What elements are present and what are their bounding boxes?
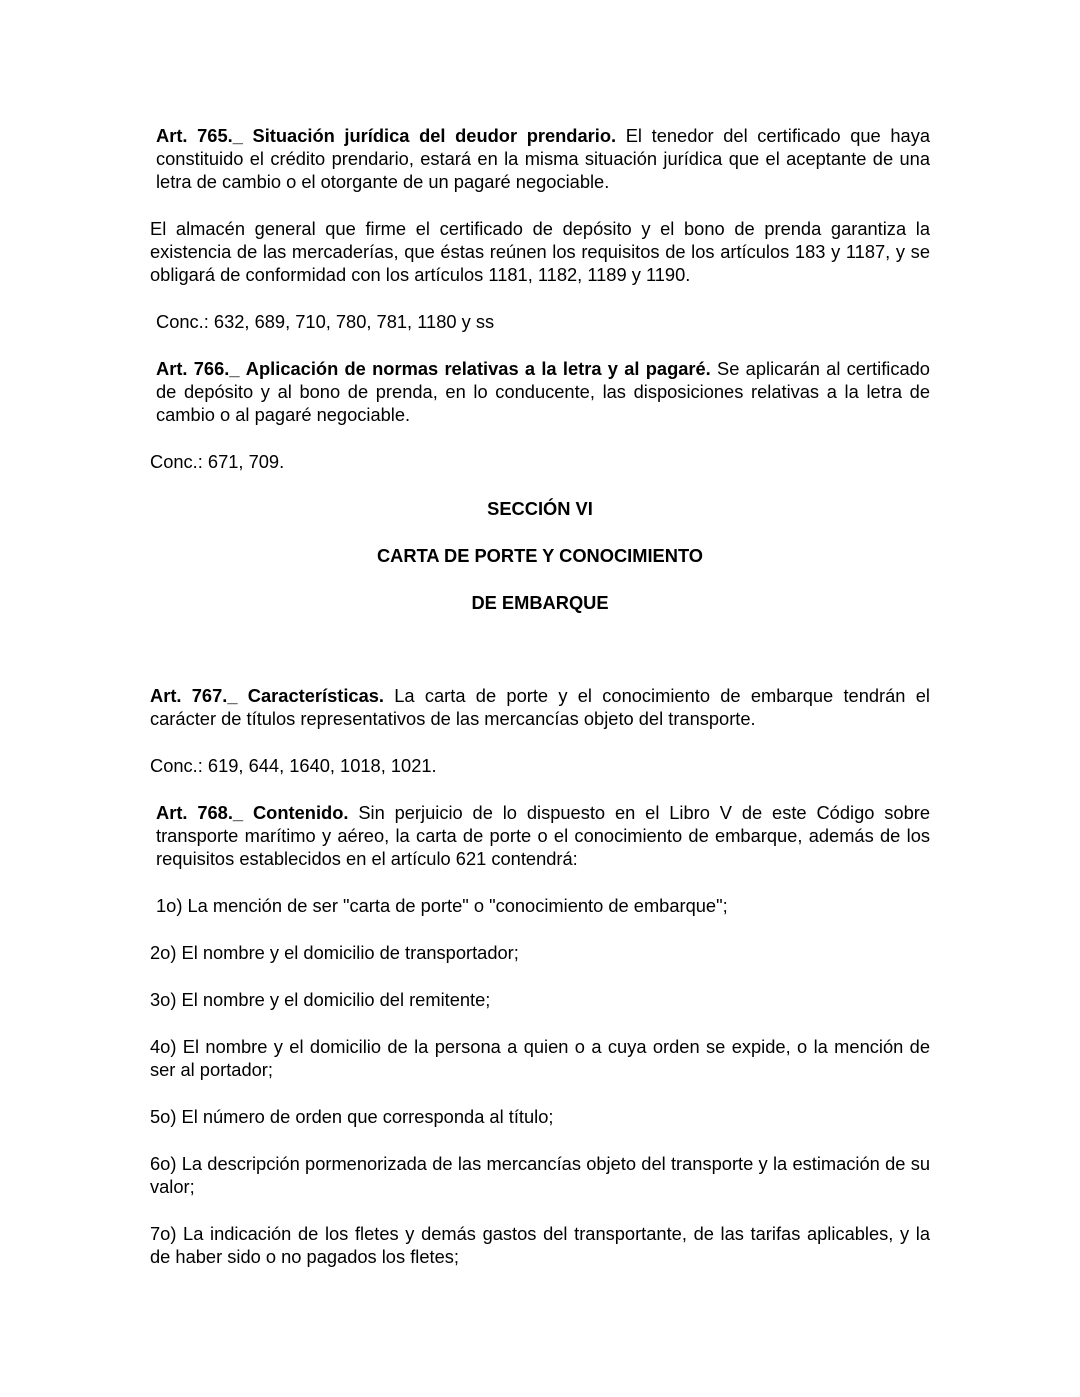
article-768-title: Contenido. bbox=[252, 802, 349, 823]
article-766-text: Se aplicarán al certificado de depósito y al bono de prenda, en lo conducente, las disposiciones relativas a la letra de cambio o al pagaré negociable. bbox=[156, 358, 930, 425]
list-item-5: 5o) El número de orden que corresponda al título; bbox=[150, 1106, 554, 1127]
article-766-title: Aplicación de normas relativas a la letra y al pagaré. bbox=[245, 358, 711, 379]
article-767-text: La carta de porte y el conocimiento de embarque tendrán el carácter de títulos representativos de las mercancías objeto del transporte. bbox=[150, 685, 930, 729]
article-765-label: Art. 765._ bbox=[156, 125, 243, 146]
article-767-title: Características. bbox=[247, 685, 384, 706]
article-766 bbox=[150, 357, 930, 426]
section-number: SECCIÓN VI bbox=[487, 498, 593, 519]
section-title-line-2: DE EMBARQUE bbox=[471, 592, 609, 613]
article-765-concordance: Conc.: 632, 689, 710, 780, 781, 1180 y ss bbox=[156, 311, 495, 332]
list-item-7: 7o) La indicación de los fletes y demás gastos del transportante, de las tarifas aplicables, y la de haber sido o no pagados los fletes; bbox=[150, 1223, 930, 1267]
article-768-label: Art. 768._ bbox=[156, 802, 244, 823]
article-767-label: Art. 767._ bbox=[150, 685, 238, 706]
article-766-label: Art. 766._ bbox=[156, 358, 240, 379]
article-765-title: Situación jurídica del deudor prendario. bbox=[252, 125, 617, 146]
list-item-4: 4o) El nombre y el domicilio de la persona a quien o a cuya orden se expide, o la mención de ser al portador; bbox=[150, 1036, 930, 1080]
list-item-3: 3o) El nombre y el domicilio del remitente; bbox=[150, 989, 491, 1010]
article-765 bbox=[150, 124, 930, 193]
section-title-line-1: CARTA DE PORTE Y CONOCIMIENTO bbox=[376, 545, 704, 566]
list-item-2: 2o) El nombre y el domicilio de transportador; bbox=[150, 942, 519, 963]
article-767 bbox=[150, 684, 930, 730]
article-768-text: Sin perjuicio de lo dispuesto en el Libro V de este Código sobre transporte marítimo y aéreo, la carta de porte o el conocimiento de embarque, además de los requisitos establecidos en el artículo 621 contendrá: bbox=[156, 802, 930, 869]
document-page bbox=[150, 124, 930, 1292]
article-765-text: El tenedor del certificado que haya constituido el crédito prendario, estará en la misma situación jurídica que el aceptante de una letra de cambio o el otorgante de un pagaré negociable. bbox=[156, 125, 930, 192]
article-768 bbox=[150, 801, 930, 870]
list-item-1: 1o) La mención de ser "carta de porte" o "conocimiento de embarque"; bbox=[156, 895, 728, 916]
article-766-concordance: Conc.: 671, 709. bbox=[150, 451, 285, 472]
article-765-paragraph-2: El almacén general que firme el certificado de depósito y el bono de prenda garantiza la existencia de las mercaderías, que éstas reúnen los requisitos de los artículos 183 y 1187, y se obligará de conformidad con los artículos 1181, 1182, 1189 y 1190. bbox=[150, 218, 930, 285]
article-767-concordance: Conc.: 619, 644, 1640, 1018, 1021. bbox=[150, 755, 437, 776]
list-item-6: 6o) La descripción pormenorizada de las mercancías objeto del transporte y la estimación de su valor; bbox=[150, 1153, 930, 1197]
